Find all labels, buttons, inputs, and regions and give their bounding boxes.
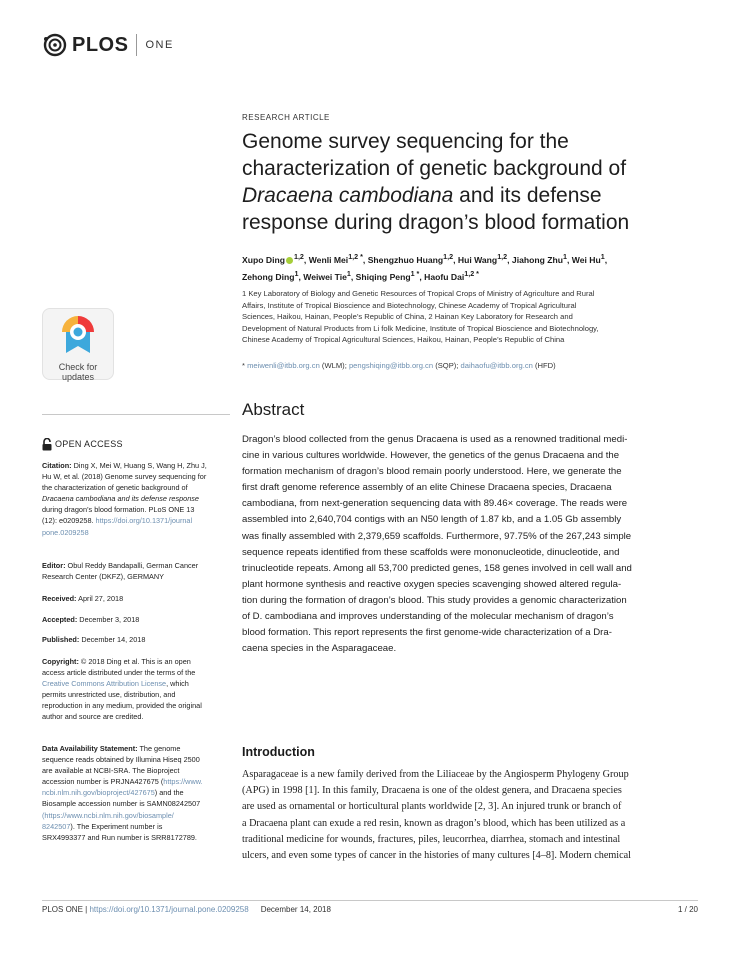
affiliations: 1 Key Laboratory of Biology and Genetic Resources of Tropical Crops of Ministry of Agriculture and Rural Affairs, Institute of Tropical Bioscience and Biotechnology, Chinese Academy of Tropical Agricultural Sciences, Haikou, Hainan, People’s Republic of China, 2 Hainan Key Laboratory for Research and Development of Natural Products from Li folk Medicine, Institute of Tropical Bioscience and Biotechnology, Chinese Academy of Tropical Agricultural Sciences, Haikou, Hainan, People’s Republic of China: [242, 289, 599, 344]
bioproject-link-cont[interactable]: ncbi.nlm.nih.gov/bioproject/427675: [42, 788, 155, 798]
footer-separator: |: [82, 905, 90, 914]
email-link[interactable]: pengshiqing@itbb.org.cn: [348, 361, 434, 370]
citation-block: Citation: Ding X, Mei W, Huang S, Wang H, Zhu J, Hu W, et al. (2018) Genome survey sequencing for the characterization of genetic background of Dracaena cambodiana and its defense response during dragon’s blood formation. PLoS ONE 13 (12): e0209258. https://doi.org/10.1371/journal pone.0209258: [42, 461, 207, 537]
open-access-label: OPEN ACCESS: [42, 438, 230, 451]
cc-license-link[interactable]: Creative Commons Attribution License: [42, 679, 167, 689]
article-type: RESEARCH ARTICLE: [242, 113, 330, 122]
data-availability-block: Data Availability Statement: The genome sequence reads obtained by Illumina Hiseq 2500 are available at NCBI-SRA. The Bioproject accession number is PRJNA427675 (https://www. ncbi.nlm.nih.gov/bioproject/427675) and the Biosample accession number is SAMN08242507 (https://www.ncbi.nlm.nih.gov/biosample/ 8242507). The Experiment number is SRX4993377 and Run number is SRR8172789.: [42, 744, 203, 842]
author-name[interactable]: Hui Wang$^{1,2}$: [457, 253, 508, 265]
author-name[interactable]: Wenli Mei$^{1,2 *}$: [308, 253, 363, 265]
page-footer: [42, 905, 698, 914]
received-date: Received: April 27, 2018: [42, 594, 124, 603]
author-name[interactable]: Xupo Ding $^{1,2}$: [242, 253, 304, 265]
author-name[interactable]: Weiwei Tie$^1$: [303, 269, 351, 282]
footer-journal: PLOS ONE: [42, 905, 83, 914]
logo-journal: ONE: [145, 39, 174, 51]
abstract-body: Dragon’s blood collected from the genus Dracaena is used as a renowned traditional medi- cine in various cultures worldwide. However, the genetics of the genus Dracaena and the formation mechanism of dragon’s blood remain poorly understood. Here, we generate the first draft genome reference assembly of an elite Chinese Dracaena species, Dracaena cambodiana, from next-generation sequencing data with 89.46× coverage. The reads were assembled into 2,640,704 contigs with an N50 length of 1.87 kb, and a 1.05 Gb assembly was finally assembled with 2,379,659 scaffolds. Furthermore, 97.75% of the 267,243 simple sequence repeats identified from these scaffolds were mononucleotide, dinucleotide, and trinucleotide repeats. Among all 53,700 predicted genes, 158 genes involved in cell wall and plant hormone synthesis and reactive oxygen species scavenging showed altered regula- tion during the formation of dragon’s blood. This study provides a genomic characterization of D. cambodiana and improves understanding of the molecular mechanism of dragon’s blood formation. This report represents the first genome-wide characterization of a Dra- caena species in the Asparagaceae.: [242, 434, 632, 655]
bioproject-link[interactable]: https://www.: [163, 777, 203, 787]
footer-date: December 14, 2018: [260, 905, 331, 914]
published-date: Published: December 14, 2018: [42, 635, 146, 644]
check-for-updates-label: Check for updates: [58, 362, 98, 382]
biosample-link[interactable]: (https://www.ncbi.nlm.nih.gov/biosample/: [42, 810, 174, 820]
author-name[interactable]: Zehong Ding$^1$: [242, 269, 299, 282]
corresponding-emails: * meiwenli@itbb.org.cn (WLM); pengshiqing@itbb.org.cn (SQP); daihaofu@itbb.org.cn (HFD): [242, 361, 556, 370]
plos-logo-icon: [42, 32, 68, 58]
citation-doi-link-cont[interactable]: pone.0209258: [42, 527, 89, 537]
sidebar-divider: [42, 414, 230, 415]
crossmark-icon: [58, 313, 98, 355]
logo-wordmark: PLOS: [72, 33, 129, 56]
email-link[interactable]: meiwenli@itbb.org.cn: [247, 361, 320, 370]
biosample-link-cont[interactable]: 8242507: [42, 821, 71, 831]
email-link[interactable]: daihaofu@itbb.org.cn: [460, 361, 533, 370]
footer-doi-link[interactable]: https://doi.org/10.1371/journal.pone.0209258: [89, 905, 249, 914]
footer-divider: [42, 900, 698, 901]
citation-doi-link[interactable]: https://doi.org/10.1371/journal: [93, 516, 193, 526]
copyright-block: Copyright: © 2018 Ding et al. This is an open access article distributed under the terms of the Creative Commons Attribution License, which permits unrestricted use, distribution, and reproduction in any medium, provided the original author and source are credited.: [42, 657, 202, 722]
article-title: Genome survey sequencing for the characterization of genetic background of Dracaena cambodiana and its defense response during dragon’s blood formation: [242, 130, 630, 234]
logo-divider: [136, 34, 137, 56]
author-name[interactable]: Jiahong Zhu$^1$: [511, 253, 567, 265]
abstract-heading: Abstract: [242, 400, 305, 419]
introduction-body: Asparagaceae is a new family derived from the Liliaceae by the Angiosperm Phylogeny Group (APG) in 1998 [1]. In this family, Dracaena is one of the oldest genera, and Dracaena species are used as ornamental or horticultural plants worldwide [2, 3]. An injured trunk or branch of a Dracaena plant can exude a red resin, known as dragon’s blood, which has been utilized as a traditional medicine for wounds, fractures, piles, leucorrhea, diarrhea, stomach and intestinal ulcers, and even some types of cancer in the histories of many cultures [4–8]. Modern chemical: [242, 769, 631, 862]
page-number: 1 / 20: [677, 905, 698, 914]
author-name[interactable]: Wei Hu$^1$: [571, 253, 605, 265]
introduction-heading: Introduction: [242, 745, 315, 759]
author-name[interactable]: Haofu Dai$^{1,2 *}$: [424, 269, 479, 282]
author-list: Xupo Ding $^{1,2}$, Wenli Mei$^{1,2 *}$, Shengzhuo Huang$^{1,2}$, Hui Wang$^{1,2}$, Jiahong Zhu$^1$, Wei Hu$^1$, Zehong Ding$^1$, Weiwei Tie$^1$, Shiqing Peng$^{1 *}$, Haofu Dai$^{1,2 *}$: [242, 253, 608, 282]
check-for-updates-badge[interactable]: [42, 308, 114, 380]
author-name[interactable]: Shengzhuo Huang$^{1,2}$: [367, 253, 454, 265]
open-lock-icon: [42, 438, 52, 451]
orcid-icon[interactable]: [286, 257, 293, 264]
author-name[interactable]: Shiqing Peng$^{1 *}$: [355, 269, 420, 282]
editor-block: Editor: Obul Reddy Bandapalli, German Cancer Research Center (DKFZ), GERMANY: [42, 561, 199, 582]
accepted-date: Accepted: December 3, 2018: [42, 615, 140, 624]
plos-one-logo[interactable]: [42, 32, 174, 58]
